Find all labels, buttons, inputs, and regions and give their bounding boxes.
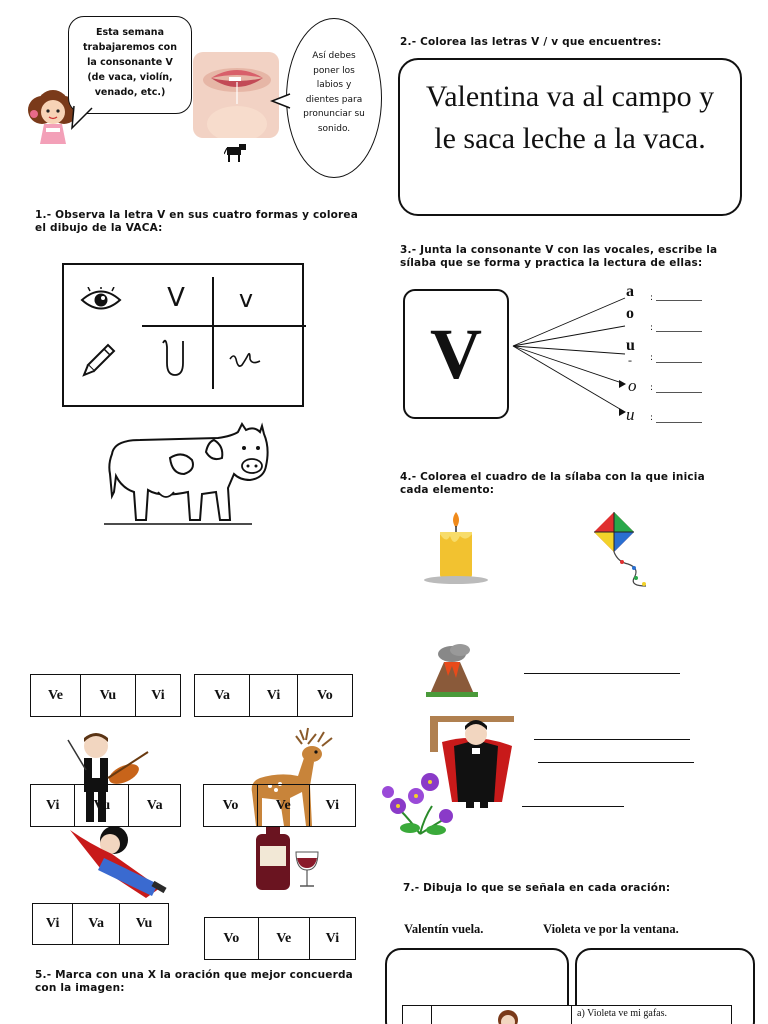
syllable-table-5: [32, 903, 169, 945]
syllable-cell[interactable]: Vu: [75, 785, 129, 827]
flying-man-icon: [60, 824, 172, 902]
syllable-cell[interactable]: Va: [73, 904, 120, 945]
vampire-answer-line-2[interactable]: [538, 762, 694, 763]
syllable-cell[interactable]: Vo: [297, 675, 352, 717]
syllable-cell[interactable]: Vi: [250, 675, 298, 717]
ex4-instruction: 4.- Colorea el cuadro de la sílaba con la que inicia cada elemento:: [400, 471, 705, 496]
ex2-instruction: 2.- Colorea las letras V / v que encuentres:: [400, 36, 662, 48]
syllable-table-6: [204, 917, 356, 960]
answer-line-1[interactable]: [656, 300, 702, 301]
syllable-cell[interactable]: Vo: [204, 785, 258, 827]
syllable-table-4: [203, 784, 356, 827]
bubble-right-tail: [270, 92, 292, 110]
wine-icon: [252, 826, 324, 892]
vowel-o: o: [626, 305, 634, 322]
vowel-a: a: [626, 283, 634, 300]
cow-icon: [100, 418, 272, 542]
bubble-right-text: Así debes poner los labios y dientes para pronunciar su sonido.: [303, 51, 365, 134]
consonant-box: [403, 289, 509, 419]
speech-bubble-left: Esta semana trabajaremos con la consonante V (de vaca, violín, venado, etc.): [68, 16, 192, 114]
ex5-instruction: 5.- Marca con una X la oración que mejor concuerda con la imagen:: [35, 969, 353, 994]
girl-small-icon: [493, 1008, 523, 1024]
vowel-cursive-u: u: [626, 405, 635, 424]
vampire-answer-line-1[interactable]: [534, 739, 690, 740]
syllable-cell[interactable]: Va: [129, 785, 181, 827]
consonant-letter: V: [430, 314, 482, 394]
ex7-sentence-1: Valentín vuela.: [404, 922, 484, 936]
syllable-cell[interactable]: Vo: [205, 918, 259, 960]
syllable-cell[interactable]: Ve: [258, 785, 310, 827]
syllable-cell[interactable]: Vi: [31, 785, 75, 827]
upper-print-v: V: [167, 283, 185, 313]
answer-line-4[interactable]: [656, 392, 702, 393]
vertical-divider: [212, 277, 214, 389]
letter-forms-box: [62, 263, 304, 407]
eye-icon: [80, 287, 122, 313]
kite-icon: [588, 508, 654, 590]
ex3-instruction: 3.- Junta la consonante V con las vocales, escribe la sílaba que se forma y practica la lectura de ellas:: [400, 244, 718, 269]
syllable-cell[interactable]: Vi: [33, 904, 73, 945]
cow-small-icon: [224, 140, 248, 164]
syllable-table-1: [30, 674, 181, 717]
lower-cursive-v: [228, 351, 262, 371]
ex2-sentence-box: [398, 58, 742, 216]
upper-cursive-v: [160, 337, 190, 379]
syllable-cell[interactable]: Vu: [80, 675, 135, 717]
bubble-left-tail: [70, 104, 96, 132]
ex5-answer-strip: [402, 1005, 732, 1024]
vowel-u: u: [626, 337, 635, 354]
ex5-option-text: a) Violeta ve mi gafas.: [577, 1008, 668, 1019]
syllable-cell[interactable]: Vi: [309, 785, 356, 827]
connector-lines: [509, 290, 629, 420]
ex2-sentence: Valentina va al campo y le saca leche a la vaca.: [425, 80, 715, 155]
syllable-cell[interactable]: Ve: [258, 918, 309, 960]
vowel-cursive-o: o: [628, 376, 637, 395]
lower-print-v: v: [238, 285, 254, 313]
candle-icon: [420, 510, 492, 586]
answer-line-5[interactable]: [656, 422, 702, 423]
answer-line-2[interactable]: [656, 331, 702, 332]
syllable-table-3: [30, 784, 181, 827]
volcano-icon: [426, 642, 478, 698]
syllable-cell[interactable]: Va: [195, 675, 250, 717]
syllable-cell[interactable]: Ve: [31, 675, 81, 717]
speech-bubble-right: [286, 18, 382, 178]
horizontal-divider: [142, 325, 306, 327]
answer-line-3[interactable]: [656, 362, 702, 363]
syllable-cell[interactable]: Vi: [135, 675, 180, 717]
ex7-sentence-2: Violeta ve por la ventana.: [543, 922, 679, 936]
ex7-instruction: 7.- Dibuja lo que se señala en cada oración:: [403, 882, 671, 894]
pencil-icon: [82, 339, 120, 377]
ex1-instruction: 1.- Observa la letra V en sus cuatro formas y colorea el dibujo de la VACA:: [35, 209, 359, 234]
violets-icon: [380, 770, 464, 840]
syllable-cell[interactable]: Vi: [309, 918, 355, 960]
syllable-cell[interactable]: Vu: [120, 904, 169, 945]
vowel-dash: -: [628, 353, 632, 367]
syllable-table-2: [194, 674, 353, 717]
mouth-icon: [193, 52, 279, 138]
volcano-answer-line[interactable]: [524, 673, 680, 674]
violets-answer-line[interactable]: [522, 806, 624, 807]
